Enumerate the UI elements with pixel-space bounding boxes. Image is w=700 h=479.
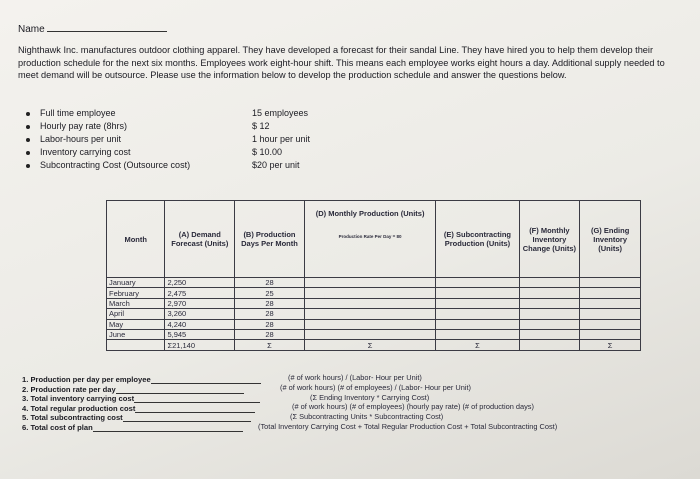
subcontracting-cell[interactable]	[436, 329, 519, 339]
name-blank[interactable]	[47, 31, 167, 32]
table-row	[107, 298, 641, 308]
monthly-production-cell[interactable]	[304, 288, 436, 298]
total-inventory-change	[519, 340, 580, 350]
total-demand: Σ21,140	[165, 340, 235, 350]
parameter-item	[26, 121, 127, 131]
total-ending-inventory[interactable]: Σ	[580, 340, 641, 350]
inventory-change-cell[interactable]	[519, 288, 580, 298]
col-header-monthly-production	[304, 201, 436, 278]
demand-cell: 5,945	[165, 329, 235, 339]
parameter-label: Inventory carrying cost	[40, 147, 131, 157]
col-header-ending-inventory: (G) Ending Inventory (Units)	[580, 201, 641, 278]
col-header-monthly-production-label: (D) Monthly Production (Units)	[315, 209, 425, 218]
formula-inventory-cost: (Σ Ending Inventory * Carrying Cost)	[310, 393, 430, 402]
bullet-icon	[26, 164, 30, 168]
table-row	[107, 329, 641, 339]
parameter-value: $ 10.00	[252, 147, 283, 157]
demand-cell: 2,475	[165, 288, 235, 298]
answer-blank[interactable]	[116, 385, 244, 394]
demand-cell: 2,970	[165, 298, 235, 308]
parameter-value: 1 hour per unit	[252, 134, 311, 144]
question-item	[22, 423, 243, 432]
ending-inventory-cell[interactable]	[580, 309, 641, 319]
subcontracting-cell[interactable]	[436, 298, 519, 308]
name-field	[18, 24, 167, 35]
bullet-icon	[26, 125, 30, 129]
table-row	[107, 278, 641, 288]
subcontracting-cell[interactable]	[436, 319, 519, 329]
total-subcontracting[interactable]: Σ	[436, 340, 519, 350]
answer-blank[interactable]	[151, 375, 261, 384]
subcontracting-cell[interactable]	[436, 309, 519, 319]
answer-blank[interactable]	[123, 413, 251, 422]
table-row	[107, 319, 641, 329]
question-item	[22, 394, 260, 403]
question-label: 5. Total subcontracting cost	[22, 413, 123, 422]
days-cell: 25	[235, 288, 305, 298]
total-monthly-production[interactable]: Σ	[304, 340, 436, 350]
monthly-production-cell[interactable]	[304, 319, 436, 329]
days-cell: 28	[235, 278, 305, 288]
demand-cell: 3,260	[165, 309, 235, 319]
table-row	[107, 288, 641, 298]
parameter-value: $20 per unit	[252, 160, 300, 170]
formula-production-rate: (# of work hours) (# of employees) / (Labor- Hour per Unit)	[280, 383, 471, 392]
demand-cell: 2,250	[165, 278, 235, 288]
month-cell: January	[107, 278, 165, 288]
answer-blank[interactable]	[135, 404, 255, 413]
formula-production-per-employee: (# of work hours) / (Labor- Hour per Unit)	[288, 373, 422, 382]
col-header-month: Month	[107, 201, 165, 278]
col-header-subcontracting: (E) Subcontracting Production (Units)	[436, 201, 519, 278]
bullet-icon	[26, 138, 30, 142]
name-label: Name	[18, 24, 45, 35]
parameter-label: Subcontracting Cost (Outsource cost)	[40, 160, 191, 170]
parameter-label: Hourly pay rate (8hrs)	[40, 121, 128, 131]
col-header-inventory-change: (F) Monthly Inventory Change (Units)	[519, 201, 580, 278]
question-label: 4. Total regular production cost	[22, 403, 136, 413]
parameter-item	[26, 134, 121, 144]
subcontracting-cell[interactable]	[436, 278, 519, 288]
bullet-icon	[26, 151, 30, 155]
question-label: 2. Production rate per day	[22, 384, 116, 394]
ending-inventory-cell[interactable]	[580, 319, 641, 329]
col-header-days: (B) Production Days Per Month	[235, 201, 305, 278]
question-label: 3. Total inventory carrying cost	[22, 394, 135, 403]
total-days: Σ	[235, 340, 305, 350]
question-item	[22, 404, 255, 413]
table-header-row	[107, 201, 641, 278]
demand-cell: 4,240	[165, 319, 235, 329]
month-cell: March	[107, 298, 165, 308]
parameter-value: $ 12	[252, 121, 270, 131]
ending-inventory-cell[interactable]	[580, 278, 641, 288]
formula-total-cost: (Total Inventory Carrying Cost + Total Regular Production Cost + Total Subcontracting Cost)	[258, 422, 558, 431]
monthly-production-cell[interactable]	[304, 329, 436, 339]
inventory-change-cell[interactable]	[519, 278, 580, 288]
question-label: 1. Production per day per employee	[22, 375, 151, 384]
formula-subcontracting-cost: (Σ Subcontracting Units * Subcontracting Cost)	[290, 412, 444, 421]
monthly-production-cell[interactable]	[304, 309, 436, 319]
totals-row	[107, 340, 641, 350]
intro-paragraph: Nighthawk Inc. manufactures outdoor clothing apparel. They have developed a forecast for their sandal Line. They have hired you to help them develop their production schedule for the next six months. Employees work eight-hour shift. This means each employee works eight hours a day. Additional supply needed to meet demand will be outsource. Please use the information below to develop the production schedule and answer the questions below.	[18, 45, 665, 80]
answer-blank[interactable]	[93, 423, 243, 432]
question-label: 6. Total cost of plan	[22, 422, 93, 432]
production-rate-note: Production Rate Per Day = 80	[338, 234, 402, 239]
days-cell: 28	[235, 298, 305, 308]
monthly-production-cell[interactable]	[304, 298, 436, 308]
parameter-item	[26, 108, 116, 118]
month-cell: June	[107, 329, 165, 339]
inventory-change-cell[interactable]	[519, 298, 580, 308]
ending-inventory-cell[interactable]	[580, 298, 641, 308]
bullet-icon	[26, 112, 30, 116]
totals-month-cell	[107, 340, 165, 350]
question-item	[22, 385, 244, 394]
question-item	[22, 413, 251, 422]
days-cell: 28	[235, 309, 305, 319]
table-row	[107, 309, 641, 319]
parameter-label: Labor-hours per unit	[40, 134, 122, 144]
days-cell: 28	[235, 319, 305, 329]
answer-blank[interactable]	[134, 394, 260, 403]
inventory-change-cell[interactable]	[519, 309, 580, 319]
monthly-production-cell[interactable]	[304, 278, 436, 288]
month-cell: February	[107, 288, 165, 298]
formula-regular-production-cost: (# of work hours) (# of employees) (hourly pay rate) (# of production days)	[292, 402, 534, 411]
production-schedule-table	[106, 200, 641, 351]
parameter-label: Full time employee	[40, 108, 116, 118]
month-cell: April	[107, 309, 165, 319]
days-cell: 28	[235, 329, 305, 339]
inventory-change-cell[interactable]	[519, 319, 580, 329]
col-header-demand: (A) Demand Forecast (Units)	[165, 201, 235, 278]
parameter-value: 15 employees	[252, 108, 309, 118]
parameter-item	[26, 147, 131, 157]
ending-inventory-cell[interactable]	[580, 329, 641, 339]
month-cell: May	[107, 319, 165, 329]
inventory-change-cell[interactable]	[519, 329, 580, 339]
parameter-item	[26, 160, 190, 170]
subcontracting-cell[interactable]	[436, 288, 519, 298]
ending-inventory-cell[interactable]	[580, 288, 641, 298]
question-item	[22, 375, 261, 384]
